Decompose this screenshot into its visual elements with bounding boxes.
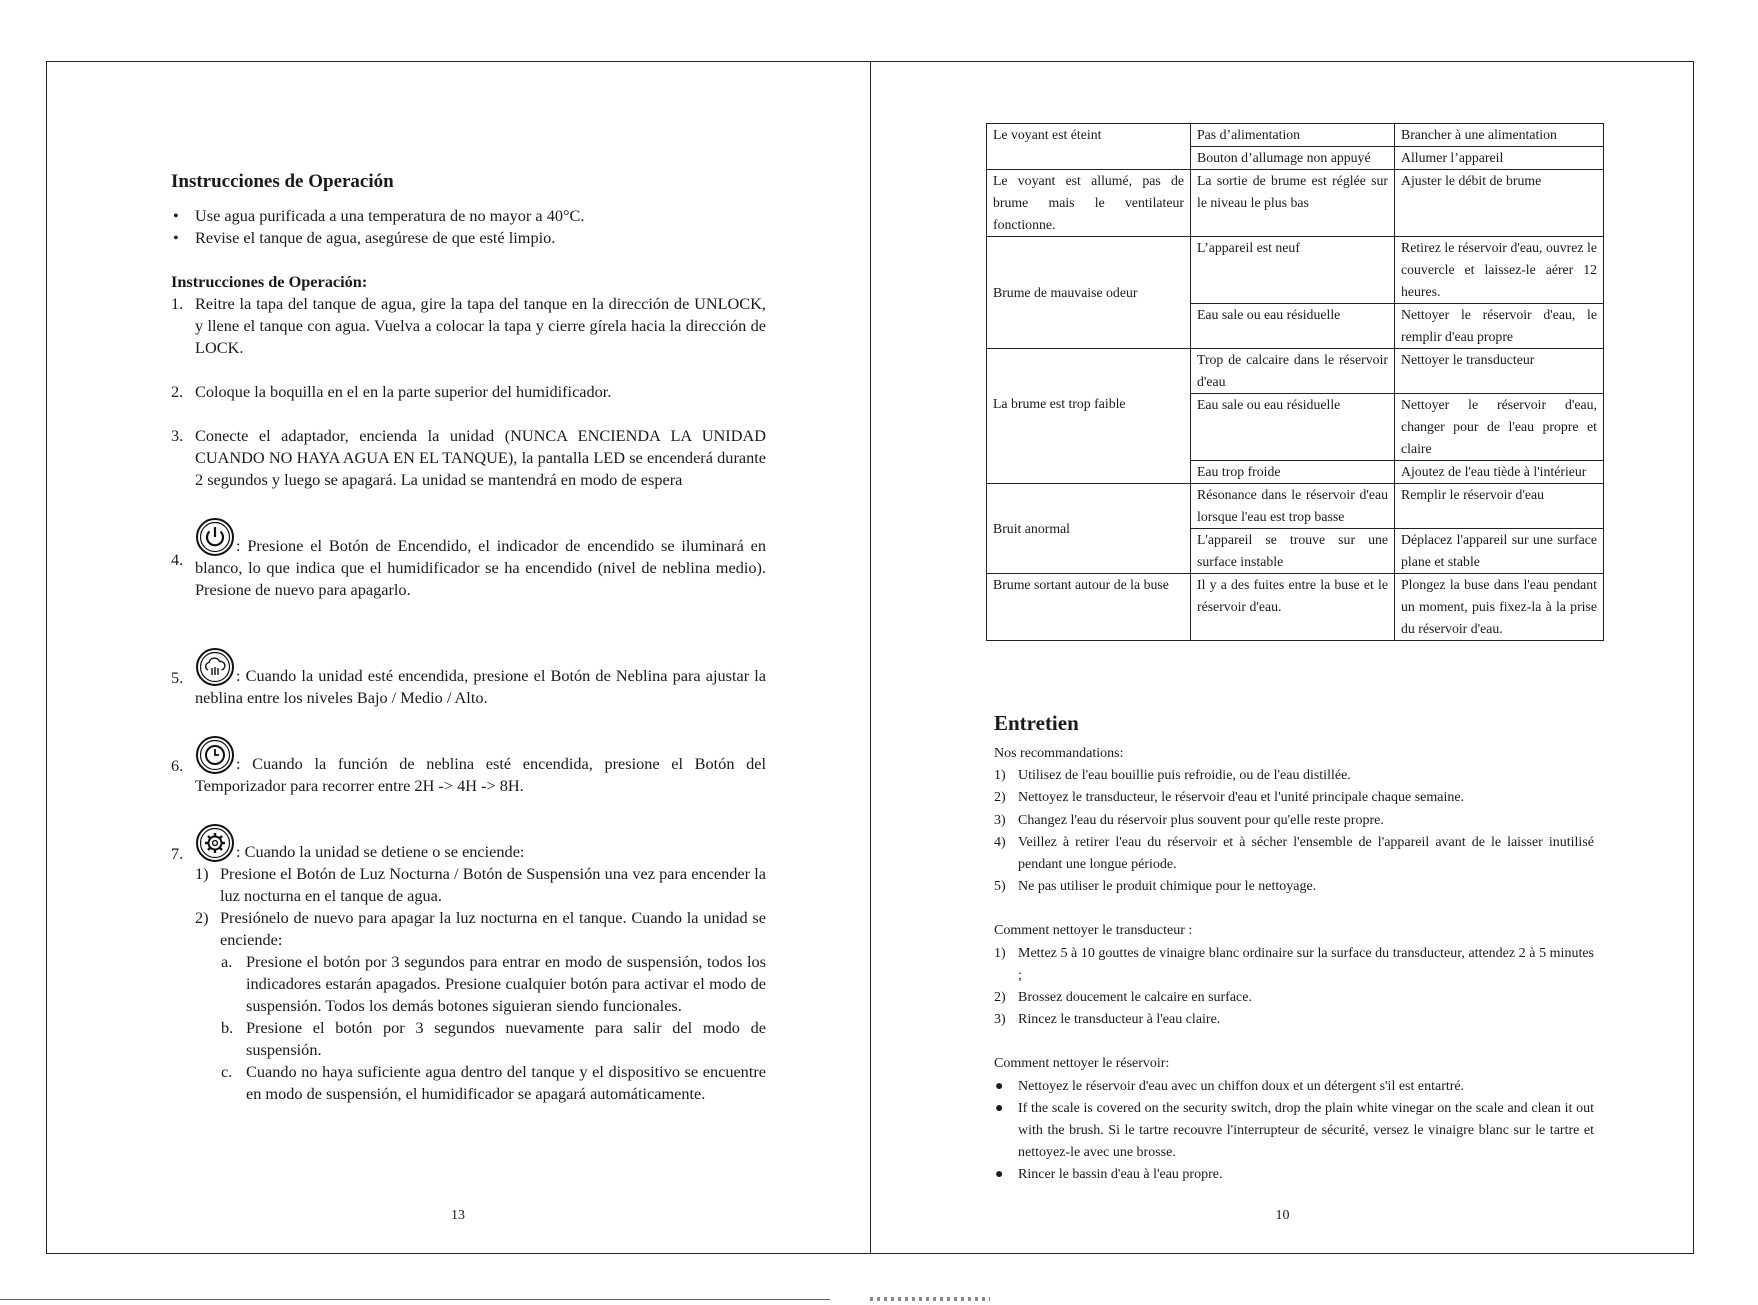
gear-icon (195, 823, 235, 863)
step-text: Reitre la tapa del tanque de agua, gire la tapa del tanque en la dirección de UNLOCK, y llene el tanque con agua. Vuelva a colocar la tapa y cierre gírela hacia la dirección de LOCK. (195, 294, 766, 357)
table-cell-problem: Le voyant est éteint (987, 124, 1191, 170)
item-number: 1) (994, 768, 1006, 784)
step-text: : Presione el Botón de Encendido, el indicador de encendido se iluminará en blanco, lo que indica que el humidificador se ha encendido (nivel de neblina medio). Presione de nuevo para apagarlo. (195, 536, 766, 599)
step7-sub-1 (195, 863, 766, 907)
list-item (994, 832, 1594, 876)
item-text: Veillez à retirer l'eau du réservoir et à sécher l'ensemble de l'appareil avant de le laisser inutilisé pendant une longue période. (1018, 834, 1594, 873)
table-cell-cause: Résonance dans le réservoir d'eau lorsque l'eau est trop basse (1191, 484, 1395, 529)
table-row (987, 124, 1604, 147)
item-number: 1) (994, 945, 1006, 961)
item-text: Ne pas utiliser le produit chimique pour le nettoyage. (1018, 879, 1317, 895)
table-cell-cause: Eau trop froide (1191, 461, 1395, 484)
step-text: Cuando no haya suficiente agua dentro del tanque y el dispositivo se encuentre en modo de suspensión, el humidificador se apagará automáticamente. (246, 1062, 766, 1103)
item-number: 5) (994, 879, 1006, 895)
list-item (994, 876, 1594, 898)
step-4 (171, 517, 766, 601)
item-text: Rincez le transducteur à l'eau claire. (1018, 1012, 1221, 1028)
table-cell-solution: Nettoyer le réservoir d'eau, le remplir d'eau propre (1395, 304, 1604, 349)
table-cell-solution: Plongez la buse dans l'eau pendant un moment, puis fixez-la à la prise du réservoir d'eau. (1395, 574, 1604, 641)
item-number: 3) (994, 1012, 1006, 1028)
step-number: 7. (171, 844, 184, 863)
item-number: 3) (994, 812, 1006, 828)
item-text: Nettoyez le transducteur, le réservoir d'eau et l'unité principale chaque semaine. (1018, 790, 1465, 806)
table-row (987, 484, 1604, 529)
table-cell-cause: L’appareil est neuf (1191, 237, 1395, 304)
table-cell-solution: Déplacez l'appareil sur une surface plane et stable (1395, 529, 1604, 574)
step-number: a. (221, 952, 233, 971)
right-page (871, 61, 1694, 1254)
table-cell-solution: Remplir le réservoir d'eau (1395, 484, 1604, 529)
table-cell-cause: Pas d’alimentation (1191, 124, 1395, 147)
left-page (46, 61, 870, 1254)
transducer-label: Comment nettoyer le transducteur : (994, 923, 1193, 939)
step-text: Presione el botón por 3 segundos para entrar en modo de suspensión, todos los indicadores estarán apagados. Presione cualquier botón para activar el modo de suspensión. Todos los demás botones siguieran siendo funcionales. (246, 952, 766, 1015)
table-cell-cause: Eau sale ou eau résiduelle (1191, 304, 1395, 349)
table-cell-cause: Bouton d’allumage non appuyé (1191, 147, 1395, 170)
table-cell-solution: Ajoutez de l'eau tiède à l'intérieur (1395, 461, 1604, 484)
maintenance-title: Entretien (994, 711, 1079, 735)
step-1 (171, 293, 766, 359)
step-number: c. (221, 1062, 233, 1081)
table-cell-solution: Ajuster le débit de brume (1395, 170, 1604, 237)
item-number: 2) (994, 990, 1006, 1006)
step-text: : Cuando la función de neblina esté encendida, presione el Botón del Temporizador para recorrer entre 2H -> 4H -> 8H. (195, 754, 766, 795)
table-cell-problem: La brume est trop faible (987, 349, 1191, 484)
table-cell-solution: Nettoyer le réservoir d'eau, changer pour de l'eau propre et claire (1395, 394, 1604, 461)
list-item (994, 1076, 1594, 1098)
table-row (987, 237, 1604, 304)
bullet-item: • Use agua purificada a una temperatura de no mayor a 40°C. (171, 205, 766, 227)
power-icon (195, 517, 235, 557)
bullet-dot-icon: ● (995, 1078, 1004, 1094)
step-2 (171, 381, 766, 403)
item-text: Nettoyez le réservoir d'eau avec un chiffon doux et un détergent s'il est entartré. (1018, 1078, 1465, 1094)
list-item (994, 787, 1594, 809)
item-text: Brossez doucement le calcaire en surface. (1018, 990, 1252, 1006)
step7-subsub-b (171, 1017, 766, 1061)
bullet-dot-icon: ● (995, 1100, 1004, 1116)
list-item (994, 765, 1594, 787)
step-number: 2) (195, 908, 209, 927)
table-cell-solution: Retirez le réservoir d'eau, ouvrez le couvercle et laissez-le aérer 12 heures. (1395, 237, 1604, 304)
recommendations-label: Nos recommandations: (994, 746, 1124, 761)
list-item (994, 987, 1594, 1009)
step-text: Presione el botón por 3 segundos nuevamente para salir del modo de suspensión. (246, 1018, 766, 1059)
step-text: : Cuando la unidad se detiene o se enciende: (236, 842, 525, 861)
troubleshooting-table (986, 123, 1604, 641)
step-number: 2. (171, 382, 184, 401)
step-text: : Cuando la unidad esté encendida, presione el Botón de Neblina para ajustar la neblina entre los niveles Bajo / Medio / Alto. (195, 666, 766, 707)
bullet-list (171, 205, 766, 249)
table-row (987, 574, 1604, 641)
step7-subsub-c (171, 1061, 766, 1105)
section-subtitle: Instrucciones de Operación: (171, 272, 368, 291)
step-number: b. (221, 1018, 234, 1037)
step-6 (171, 735, 766, 797)
table-row (987, 170, 1604, 237)
page-number: 13 (451, 1208, 465, 1223)
maintenance-section (994, 709, 1594, 1187)
step-3 (171, 425, 766, 491)
list-item (994, 1098, 1594, 1165)
item-number: 4) (994, 834, 1006, 850)
timer-icon (195, 735, 235, 775)
item-text: Changez l'eau du réservoir plus souvent pour qu'elle reste propre. (1018, 812, 1384, 828)
list-item (994, 1164, 1594, 1186)
step-number: 3. (171, 426, 184, 445)
step-text: Conecte el adaptador, encienda la unidad (NUNCA ENCIENDA LA UNIDAD CUANDO NO HAYA AGUA EN EL TANQUE), la pantalla LED se encenderá durante 2 segundos y luego se apagará. La unidad se mantendrá en modo de espera (195, 426, 766, 489)
item-text: Utilisez de l'eau bouillie puis refroidie, ou de l'eau distillée. (1018, 768, 1351, 784)
item-number: 2) (994, 790, 1006, 806)
section-title: Instrucciones de Operación (171, 171, 394, 192)
table-cell-solution: Brancher à une alimentation (1395, 124, 1604, 147)
item-text: Mettez 5 à 10 gouttes de vinaigre blanc ordinaire sur la surface du transducteur, attendez 2 à 5 minutes ; (1018, 945, 1594, 983)
page-number: 10 (1275, 1208, 1290, 1223)
table-cell-cause: Il y a des fuites entre la buse et le réservoir d'eau. (1191, 574, 1395, 641)
table-cell-problem: Brume sortant autour de la buse (987, 574, 1191, 641)
item-text: Rincer le bassin d'eau à l'eau propre. (1018, 1167, 1223, 1183)
table-cell-solution: Nettoyer le transducteur (1395, 349, 1604, 394)
mist-icon (195, 647, 235, 687)
table-cell-cause: Eau sale ou eau résiduelle (1191, 394, 1395, 461)
tank-label: Comment nettoyer le réservoir: (994, 1056, 1170, 1072)
bullet-dot-icon: ● (995, 1167, 1004, 1183)
step7-subsub-a (171, 951, 766, 1017)
list-item (994, 943, 1594, 987)
table-cell-problem: Bruit anormal (987, 484, 1191, 574)
table-cell-cause: Trop de calcaire dans le réservoir d'eau (1191, 349, 1395, 394)
step-number: 1. (171, 294, 184, 313)
step-number: 4. (171, 550, 184, 569)
table-cell-problem: Brume de mauvaise odeur (987, 237, 1191, 349)
step-text: Presione el Botón de Luz Nocturna / Botón de Suspensión una vez para encender la luz nocturna en el tanque de agua. (220, 864, 766, 905)
step-number: 5. (171, 668, 184, 687)
step-text: Coloque la boquilla en el en la parte superior del humidificador. (195, 382, 612, 401)
left-page-content (171, 171, 766, 1105)
list-item (994, 1009, 1594, 1031)
bullet-item: • Revise el tanque de agua, asegúrese de que esté limpio. (171, 227, 766, 249)
step-number: 1) (195, 864, 209, 883)
table-row (987, 349, 1604, 394)
step-5 (171, 647, 766, 709)
step-text: Presiónelo de nuevo para apagar la luz nocturna en el tanque. Cuando la unidad se enciende: (220, 908, 766, 949)
table-cell-cause: La sortie de brume est réglée sur le niveau le plus bas (1191, 170, 1395, 237)
table-cell-cause: L'appareil se trouve sur une surface instable (1191, 529, 1395, 574)
step-7 (171, 823, 766, 863)
item-text: If the scale is covered on the security switch, drop the plain white vinegar on the scale and clean it out with the brush. Si le tartre recouvre l'interrupteur de sécurité, versez le vinaigre blanc sur le tartre et nettoyez-le avec une brosse. (1018, 1100, 1594, 1161)
table-cell-problem: Le voyant est allumé, pas de brume mais le ventilateur fonctionne. (987, 170, 1191, 237)
list-item (994, 810, 1594, 832)
step-number: 6. (171, 756, 184, 775)
step7-sub-2 (195, 907, 766, 951)
table-cell-solution: Allumer l’appareil (1395, 147, 1604, 170)
bottom-scrap (870, 1297, 990, 1301)
bottom-rule (0, 1299, 830, 1300)
